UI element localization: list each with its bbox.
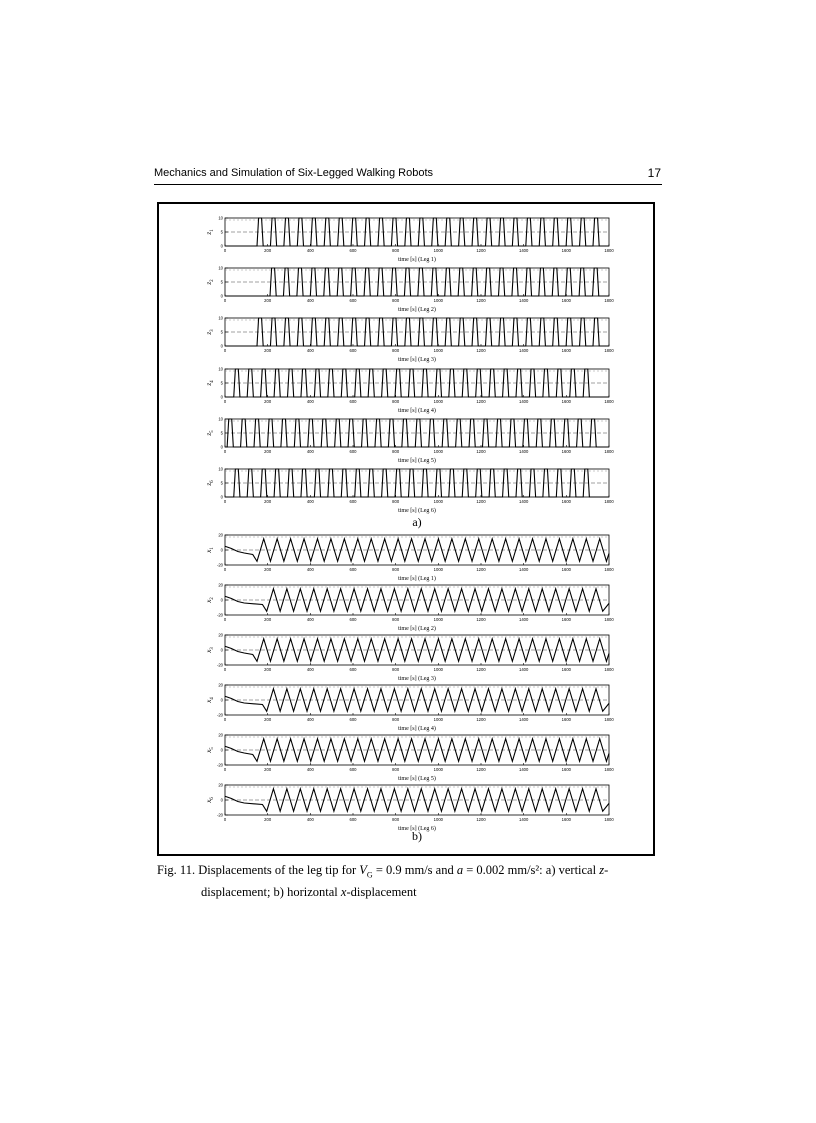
subplot-x6 — [205, 783, 614, 832]
x-tick-label: 0 — [223, 399, 227, 404]
x-tick-label: 600 — [349, 499, 357, 504]
x-axis-label: time [s] (Leg 3) — [398, 676, 436, 682]
caption-z-symbol: z — [599, 863, 605, 877]
x-tick-label: 0 — [223, 348, 227, 353]
x-tick-label: 1800 — [604, 248, 614, 253]
x-tick-label: 200 — [264, 567, 272, 572]
y-axis-label — [205, 747, 215, 754]
y-axis-label — [205, 380, 215, 387]
x-tick-label: 1200 — [476, 449, 486, 454]
x-tick-label: 1400 — [519, 298, 529, 303]
y-axis-label-subscript: 4 — [210, 697, 215, 700]
x-tick-label: 1600 — [561, 449, 571, 454]
y-axis-label-subscript: 5 — [210, 430, 215, 433]
subplot-x3 — [205, 633, 614, 682]
caption-vg-subscript: G — [366, 870, 373, 880]
x-tick-label: 600 — [349, 399, 357, 404]
y-tick-label: 0 — [220, 243, 223, 249]
caption-x-symbol: x — [340, 884, 347, 899]
x-tick-label: 1600 — [561, 399, 571, 404]
x-tick-label: 0 — [223, 449, 227, 454]
x-axis-label: time [s] (Leg 5) — [398, 458, 436, 464]
y-axis-label — [205, 547, 215, 554]
x-tick-label: 600 — [349, 667, 357, 672]
y-axis-label-subscript: 6 — [210, 797, 215, 800]
y-tick-label: -20 — [216, 662, 223, 668]
x-tick-label: 1200 — [476, 617, 486, 622]
x-tick-label: 1800 — [604, 667, 614, 672]
x-axis-label: time [s] (Leg 4) — [398, 726, 436, 732]
x-tick-label: 200 — [264, 348, 272, 353]
y-tick-label: 0 — [220, 697, 223, 703]
x-tick-label: 1000 — [433, 248, 443, 253]
x-tick-label: 800 — [392, 348, 400, 353]
x-tick-label: 1400 — [519, 248, 529, 253]
caption-line2-suffix: -displacement — [346, 884, 417, 899]
y-tick-label: 5 — [220, 329, 223, 335]
x-tick-label: 1000 — [433, 667, 443, 672]
subplot-z1 — [205, 216, 614, 263]
x-tick-label: 600 — [349, 817, 357, 822]
y-axis-label-symbol: z — [205, 331, 213, 335]
x-tick-label: 1000 — [433, 717, 443, 722]
x-tick-label: 1200 — [476, 399, 486, 404]
y-tick-label: 0 — [220, 547, 223, 553]
subplot-z4 — [205, 367, 614, 414]
x-tick-label: 600 — [349, 767, 357, 772]
x-tick-label: 1600 — [561, 499, 571, 504]
x-axis-label: time [s] (Leg 2) — [398, 626, 436, 632]
x-axis-label: time [s] (Leg 1) — [398, 576, 436, 582]
y-axis-label-subscript: 1 — [210, 229, 215, 232]
x-tick-label: 1800 — [604, 717, 614, 722]
x-tick-label: 800 — [392, 767, 400, 772]
x-tick-label: 0 — [223, 817, 227, 822]
x-tick-label: 600 — [349, 717, 357, 722]
x-tick-label: 1400 — [519, 449, 529, 454]
x-tick-label: 1200 — [476, 248, 486, 253]
x-tick-label: 1200 — [476, 348, 486, 353]
y-tick-label: 0 — [220, 394, 223, 400]
y-axis-label-symbol: x — [205, 699, 213, 703]
y-axis-label-subscript: 6 — [210, 480, 215, 483]
y-tick-label: 10 — [218, 466, 223, 472]
y-axis-label-symbol: z — [205, 281, 213, 285]
x-tick-label: 1400 — [519, 567, 529, 572]
x-tick-label: 1600 — [561, 817, 571, 822]
figure-11 — [157, 202, 655, 856]
x-tick-label: 1200 — [476, 717, 486, 722]
y-tick-label: 5 — [220, 229, 223, 235]
x-tick-label: 1200 — [476, 567, 486, 572]
y-axis-label-subscript: 4 — [210, 380, 215, 383]
caption-line2 — [157, 884, 657, 900]
x-tick-label: 400 — [306, 449, 314, 454]
y-tick-label: 10 — [218, 265, 223, 271]
y-tick-label: -20 — [216, 712, 223, 718]
y-axis-label — [205, 229, 215, 236]
x-tick-label: 800 — [392, 248, 400, 253]
x-tick-label: 1200 — [476, 298, 486, 303]
running-head-title: Mechanics and Simulation of Six-Legged Walking Robots — [154, 167, 434, 179]
x-tick-label: 1400 — [519, 348, 529, 353]
x-tick-label: 600 — [349, 567, 357, 572]
y-tick-label: 20 — [218, 532, 223, 538]
x-tick-label: 1600 — [561, 298, 571, 303]
x-tick-label: 1600 — [561, 667, 571, 672]
x-tick-label: 1600 — [561, 767, 571, 772]
y-tick-label: 20 — [218, 732, 223, 738]
y-tick-label: 20 — [218, 682, 223, 688]
x-tick-label: 400 — [306, 499, 314, 504]
y-tick-label: 0 — [220, 797, 223, 803]
x-tick-label: 600 — [349, 298, 357, 303]
x-tick-label: 1000 — [433, 499, 443, 504]
y-axis-label — [205, 430, 215, 437]
x-tick-label: 400 — [306, 399, 314, 404]
y-axis-label-symbol: z — [205, 482, 213, 486]
x-tick-label: 1800 — [604, 348, 614, 353]
x-tick-label: 400 — [306, 248, 314, 253]
x-tick-label: 200 — [264, 617, 272, 622]
figure-caption — [157, 862, 657, 900]
panel-label-b: b) — [412, 829, 422, 843]
x-tick-label: 400 — [306, 298, 314, 303]
x-tick-label: 1000 — [433, 767, 443, 772]
x-tick-label: 1800 — [604, 499, 614, 504]
x-tick-label: 200 — [264, 499, 272, 504]
x-tick-label: 1000 — [433, 567, 443, 572]
y-tick-label: 5 — [220, 480, 223, 486]
x-tick-label: 0 — [223, 298, 227, 303]
x-tick-label: 1000 — [433, 449, 443, 454]
x-tick-label: 1000 — [433, 298, 443, 303]
y-tick-label: -20 — [216, 612, 223, 618]
x-tick-label: 1200 — [476, 767, 486, 772]
y-axis-label — [205, 480, 215, 487]
x-tick-label: 1800 — [604, 399, 614, 404]
x-tick-label: 1800 — [604, 449, 614, 454]
y-tick-label: 20 — [218, 582, 223, 588]
y-axis-label-symbol: z — [205, 432, 213, 436]
caption-a-symbol: a — [456, 863, 464, 877]
y-axis-label-subscript: 1 — [210, 547, 215, 550]
y-tick-label: 0 — [220, 647, 223, 653]
y-axis-label-symbol: z — [205, 231, 213, 235]
x-tick-label: 200 — [264, 449, 272, 454]
x-tick-label: 800 — [392, 399, 400, 404]
y-tick-label: 10 — [218, 416, 223, 422]
y-tick-label: 0 — [220, 444, 223, 450]
x-tick-label: 800 — [392, 667, 400, 672]
x-tick-label: 1000 — [433, 399, 443, 404]
x-tick-label: 200 — [264, 717, 272, 722]
y-tick-label: 5 — [220, 380, 223, 386]
x-tick-label: 600 — [349, 348, 357, 353]
x-axis-label: time [s] (Leg 2) — [398, 307, 436, 313]
y-tick-label: 10 — [218, 366, 223, 372]
y-axis-label-symbol: x — [205, 599, 213, 603]
x-tick-label: 1600 — [561, 248, 571, 253]
y-axis-label-symbol: x — [205, 549, 213, 553]
caption-line1-end: - — [604, 863, 609, 877]
y-tick-label: 0 — [220, 293, 223, 299]
x-tick-label: 1400 — [519, 499, 529, 504]
y-axis-label-subscript: 3 — [210, 329, 215, 332]
panel-label-a: a) — [412, 515, 422, 529]
x-tick-label: 800 — [392, 499, 400, 504]
x-tick-label: 0 — [223, 499, 227, 504]
x-tick-label: 1400 — [519, 399, 529, 404]
x-tick-label: 0 — [223, 617, 227, 622]
x-axis-label: time [s] (Leg 6) — [398, 508, 436, 514]
caption-vg-symbol: V — [359, 863, 367, 877]
panel-a — [205, 216, 614, 529]
y-tick-label: 10 — [218, 215, 223, 221]
x-axis-label: time [s] (Leg 6) — [398, 826, 436, 832]
running-head — [154, 166, 662, 185]
x-tick-label: 200 — [264, 298, 272, 303]
x-axis-label: time [s] (Leg 5) — [398, 776, 436, 782]
y-axis-label — [205, 797, 215, 804]
x-tick-label: 800 — [392, 449, 400, 454]
x-tick-label: 400 — [306, 667, 314, 672]
panel-b — [205, 533, 614, 843]
x-tick-label: 1200 — [476, 667, 486, 672]
y-axis-label-subscript: 5 — [210, 747, 215, 750]
x-tick-label: 800 — [392, 567, 400, 572]
x-tick-label: 1600 — [561, 617, 571, 622]
y-axis-label — [205, 697, 215, 704]
y-axis-label — [205, 647, 215, 654]
y-axis-label-symbol: x — [205, 649, 213, 653]
x-tick-label: 800 — [392, 617, 400, 622]
x-tick-label: 1800 — [604, 617, 614, 622]
x-tick-label: 400 — [306, 717, 314, 722]
x-tick-label: 400 — [306, 348, 314, 353]
x-tick-label: 600 — [349, 617, 357, 622]
y-axis-label — [205, 597, 215, 604]
y-tick-label: 10 — [218, 315, 223, 321]
y-tick-label: -20 — [216, 812, 223, 818]
caption-suffix: = 0.002 mm/s²: a) vertical — [463, 863, 600, 877]
x-axis-label: time [s] (Leg 1) — [398, 257, 436, 263]
subplot-x5 — [205, 733, 614, 782]
x-tick-label: 800 — [392, 717, 400, 722]
x-axis-label: time [s] (Leg 4) — [398, 408, 436, 414]
subplot-z5 — [205, 417, 614, 464]
figure-11-plots — [159, 204, 653, 854]
x-tick-label: 1200 — [476, 817, 486, 822]
x-tick-label: 1000 — [433, 617, 443, 622]
y-tick-label: 5 — [220, 279, 223, 285]
x-tick-label: 1000 — [433, 817, 443, 822]
x-tick-label: 200 — [264, 667, 272, 672]
y-axis-label-subscript: 2 — [210, 279, 215, 282]
caption-prefix: Fig. 11. Displacements of the leg tip for — [157, 863, 360, 877]
y-tick-label: 20 — [218, 782, 223, 788]
subplot-z6 — [205, 467, 614, 514]
x-tick-label: 1400 — [519, 617, 529, 622]
x-tick-label: 600 — [349, 248, 357, 253]
x-tick-label: 0 — [223, 248, 227, 253]
y-tick-label: 0 — [220, 597, 223, 603]
y-axis-label-subscript: 3 — [210, 647, 215, 650]
x-tick-label: 800 — [392, 298, 400, 303]
y-tick-label: 5 — [220, 430, 223, 436]
x-tick-label: 600 — [349, 449, 357, 454]
y-axis-label-symbol: x — [205, 799, 213, 803]
x-tick-label: 400 — [306, 817, 314, 822]
y-tick-label: -20 — [216, 762, 223, 768]
x-tick-label: 1400 — [519, 817, 529, 822]
y-axis-label — [205, 329, 215, 336]
x-tick-label: 200 — [264, 767, 272, 772]
x-tick-label: 200 — [264, 817, 272, 822]
x-tick-label: 1400 — [519, 717, 529, 722]
y-tick-label: 0 — [220, 747, 223, 753]
x-tick-label: 0 — [223, 717, 227, 722]
caption-line2-prefix: displacement; b) horizontal — [201, 884, 341, 899]
x-tick-label: 1400 — [519, 667, 529, 672]
x-tick-label: 0 — [223, 667, 227, 672]
x-tick-label: 0 — [223, 767, 227, 772]
x-tick-label: 1800 — [604, 298, 614, 303]
caption-mid: = 0.9 mm/s and — [372, 863, 457, 877]
y-axis-label-subscript: 2 — [210, 597, 215, 600]
x-tick-label: 400 — [306, 767, 314, 772]
x-axis-label: time [s] (Leg 3) — [398, 357, 436, 363]
x-tick-label: 400 — [306, 567, 314, 572]
x-tick-label: 1800 — [604, 567, 614, 572]
x-tick-label: 1600 — [561, 348, 571, 353]
y-tick-label: 0 — [220, 494, 223, 500]
x-tick-label: 200 — [264, 399, 272, 404]
x-tick-label: 1000 — [433, 348, 443, 353]
x-tick-label: 1800 — [604, 767, 614, 772]
y-axis-label — [205, 279, 215, 286]
y-tick-label: 0 — [220, 343, 223, 349]
x-tick-label: 1200 — [476, 499, 486, 504]
x-tick-label: 200 — [264, 248, 272, 253]
y-axis-label-symbol: x — [205, 749, 213, 753]
subplot-x4 — [205, 683, 614, 732]
x-tick-label: 1600 — [561, 567, 571, 572]
subplot-z3 — [205, 316, 614, 363]
x-tick-label: 800 — [392, 817, 400, 822]
y-tick-label: -20 — [216, 562, 223, 568]
subplot-x2 — [205, 583, 614, 632]
x-tick-label: 1600 — [561, 717, 571, 722]
page-number: 17 — [647, 166, 661, 180]
subplot-x1 — [205, 533, 614, 582]
subplot-z2 — [205, 266, 614, 313]
x-tick-label: 400 — [306, 617, 314, 622]
y-tick-label: 20 — [218, 632, 223, 638]
x-tick-label: 1800 — [604, 817, 614, 822]
x-tick-label: 0 — [223, 567, 227, 572]
x-tick-label: 1400 — [519, 767, 529, 772]
y-axis-label-symbol: z — [205, 382, 213, 386]
